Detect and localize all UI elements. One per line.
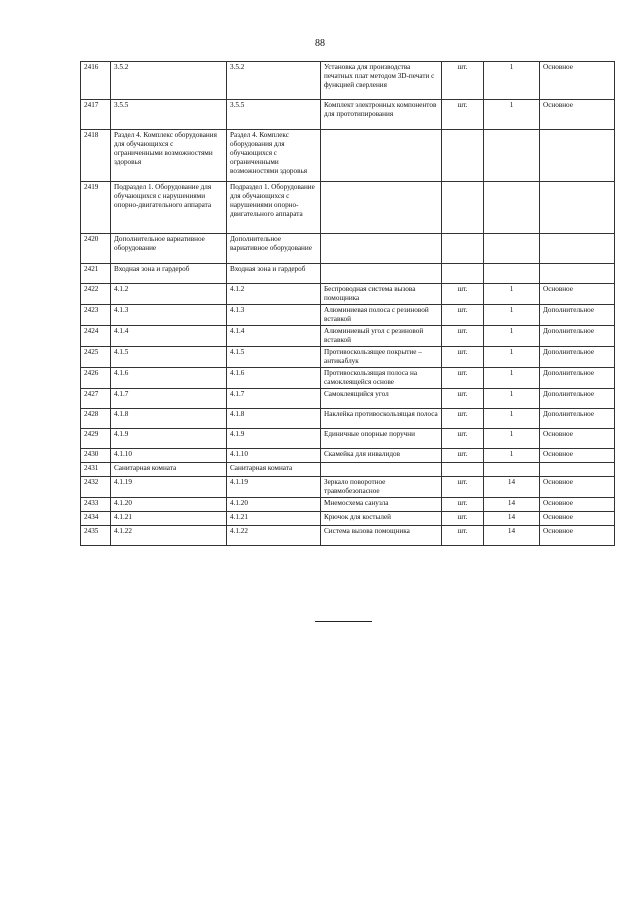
row-number-cell: 2428 [81, 409, 111, 429]
row-number-cell: 2425 [81, 347, 111, 368]
quantity-cell [484, 463, 540, 477]
code-repeat-cell: Дополнительное вариативное оборудование [227, 234, 321, 264]
unit-cell: шт. [442, 368, 484, 389]
unit-cell: шт. [442, 429, 484, 449]
table-row [81, 326, 615, 347]
code-repeat-cell: 4.1.8 [227, 409, 321, 429]
code-cell: 4.1.9 [111, 429, 227, 449]
item-name-cell: Зеркало поворотное травмобезопасное [321, 477, 442, 498]
quantity-cell: 14 [484, 512, 540, 526]
unit-cell [442, 463, 484, 477]
equipment-table [80, 61, 615, 546]
unit-cell: шт. [442, 305, 484, 326]
quantity-cell: 1 [484, 305, 540, 326]
item-name-cell [321, 234, 442, 264]
quantity-cell [484, 182, 540, 234]
equipment-type-cell: Основное [540, 498, 615, 512]
equipment-type-cell [540, 264, 615, 284]
table-body [81, 62, 615, 546]
table-row [81, 62, 615, 100]
equipment-type-cell [540, 234, 615, 264]
unit-cell: шт. [442, 409, 484, 429]
unit-cell: шт. [442, 512, 484, 526]
row-number-cell: 2429 [81, 429, 111, 449]
unit-cell: шт. [442, 389, 484, 409]
quantity-cell: 14 [484, 477, 540, 498]
quantity-cell: 1 [484, 368, 540, 389]
table-row [81, 512, 615, 526]
code-cell: 4.1.8 [111, 409, 227, 429]
unit-cell [442, 182, 484, 234]
equipment-type-cell: Основное [540, 526, 615, 546]
item-name-cell: Противоскользящая полоса на самоклеящейся основе [321, 368, 442, 389]
equipment-type-cell: Основное [540, 284, 615, 305]
unit-cell: шт. [442, 526, 484, 546]
equipment-type-cell: Дополнительное [540, 368, 615, 389]
quantity-cell: 1 [484, 429, 540, 449]
equipment-type-cell: Дополнительное [540, 347, 615, 368]
row-number-cell: 2421 [81, 264, 111, 284]
item-name-cell: Скамейка для инвалидов [321, 449, 442, 463]
equipment-type-cell: Основное [540, 100, 615, 130]
item-name-cell: Наклейка противоскользящая полоса [321, 409, 442, 429]
table-row [81, 182, 615, 234]
equipment-type-cell [540, 182, 615, 234]
code-cell: Входная зона и гардероб [111, 264, 227, 284]
row-number-cell: 2416 [81, 62, 111, 100]
equipment-type-cell: Дополнительное [540, 305, 615, 326]
unit-cell: шт. [442, 62, 484, 100]
quantity-cell: 14 [484, 498, 540, 512]
item-name-cell [321, 264, 442, 284]
code-repeat-cell: 4.1.2 [227, 284, 321, 305]
code-repeat-cell: 3.5.2 [227, 62, 321, 100]
table-row [81, 234, 615, 264]
code-repeat-cell: Раздел 4. Комплекс оборудования для обучающихся с ограниченными возможностями здоровья [227, 130, 321, 182]
unit-cell: шт. [442, 347, 484, 368]
code-repeat-cell: 4.1.19 [227, 477, 321, 498]
item-name-cell: Единичные опорные поручни [321, 429, 442, 449]
code-cell: 4.1.10 [111, 449, 227, 463]
table-row [81, 409, 615, 429]
code-repeat-cell: 4.1.21 [227, 512, 321, 526]
table-row [81, 449, 615, 463]
table-row [81, 526, 615, 546]
quantity-cell [484, 234, 540, 264]
code-repeat-cell: 4.1.4 [227, 326, 321, 347]
code-cell: 3.5.2 [111, 62, 227, 100]
code-repeat-cell: 4.1.6 [227, 368, 321, 389]
equipment-type-cell: Основное [540, 449, 615, 463]
quantity-cell: 1 [484, 409, 540, 429]
item-name-cell: Система вызова помощника [321, 526, 442, 546]
item-name-cell: Крючок для костылей [321, 512, 442, 526]
quantity-cell: 1 [484, 326, 540, 347]
equipment-type-cell [540, 130, 615, 182]
code-cell: Раздел 4. Комплекс оборудования для обучающихся с ограниченными возможностями здоровья [111, 130, 227, 182]
equipment-type-cell: Основное [540, 512, 615, 526]
code-cell: 4.1.7 [111, 389, 227, 409]
quantity-cell: 1 [484, 347, 540, 368]
quantity-cell: 1 [484, 62, 540, 100]
table-row [81, 389, 615, 409]
code-repeat-cell: 4.1.10 [227, 449, 321, 463]
equipment-type-cell: Основное [540, 429, 615, 449]
code-repeat-cell: 4.1.7 [227, 389, 321, 409]
code-cell: Санитарная комната [111, 463, 227, 477]
unit-cell: шт. [442, 100, 484, 130]
unit-cell: шт. [442, 498, 484, 512]
code-cell: 3.5.5 [111, 100, 227, 130]
page-number: 88 [315, 38, 325, 49]
code-cell: 4.1.5 [111, 347, 227, 368]
table-row [81, 130, 615, 182]
item-name-cell: Самоклеящийся угол [321, 389, 442, 409]
item-name-cell: Алюминиевая полоса с резиновой вставкой [321, 305, 442, 326]
table-row [81, 100, 615, 130]
equipment-type-cell: Дополнительное [540, 326, 615, 347]
item-name-cell: Беспроводная система вызова помощника [321, 284, 442, 305]
code-repeat-cell: Санитарная комната [227, 463, 321, 477]
code-cell: 4.1.20 [111, 498, 227, 512]
item-name-cell [321, 130, 442, 182]
unit-cell [442, 234, 484, 264]
unit-cell: шт. [442, 449, 484, 463]
row-number-cell: 2435 [81, 526, 111, 546]
row-number-cell: 2422 [81, 284, 111, 305]
table-row [81, 429, 615, 449]
equipment-type-cell [540, 463, 615, 477]
code-cell: 4.1.3 [111, 305, 227, 326]
code-repeat-cell: 4.1.3 [227, 305, 321, 326]
table-row [81, 368, 615, 389]
code-cell: Дополнительное вариативное оборудование [111, 234, 227, 264]
unit-cell: шт. [442, 477, 484, 498]
row-number-cell: 2431 [81, 463, 111, 477]
row-number-cell: 2419 [81, 182, 111, 234]
unit-cell [442, 130, 484, 182]
row-number-cell: 2424 [81, 326, 111, 347]
code-repeat-cell: 4.1.5 [227, 347, 321, 368]
row-number-cell: 2417 [81, 100, 111, 130]
item-name-cell: Установка для производства печатных плат методом 3D-печати с функцией сверления [321, 62, 442, 100]
code-cell: 4.1.6 [111, 368, 227, 389]
code-cell: 4.1.21 [111, 512, 227, 526]
code-repeat-cell: 4.1.20 [227, 498, 321, 512]
table-row [81, 463, 615, 477]
row-number-cell: 2432 [81, 477, 111, 498]
table-row [81, 347, 615, 368]
code-cell: 4.1.4 [111, 326, 227, 347]
table-row [81, 477, 615, 498]
code-repeat-cell: Входная зона и гардероб [227, 264, 321, 284]
table-row [81, 498, 615, 512]
unit-cell [442, 264, 484, 284]
code-cell: Подраздел 1. Оборудование для обучающихся с нарушениями опорно-двигательного аппарата [111, 182, 227, 234]
code-repeat-cell: 4.1.9 [227, 429, 321, 449]
unit-cell: шт. [442, 326, 484, 347]
equipment-type-cell: Основное [540, 62, 615, 100]
code-repeat-cell: Подраздел 1. Оборудование для обучающихся с нарушениями опорно-двигательного аппарата [227, 182, 321, 234]
table-row [81, 305, 615, 326]
equipment-type-cell: Основное [540, 477, 615, 498]
item-name-cell: Комплект электронных компонентов для прототипирования [321, 100, 442, 130]
row-number-cell: 2430 [81, 449, 111, 463]
quantity-cell [484, 130, 540, 182]
end-separator-line [315, 621, 372, 622]
quantity-cell: 1 [484, 100, 540, 130]
item-name-cell: Алюминиевый угол с резиновой вставкой [321, 326, 442, 347]
code-repeat-cell: 3.5.5 [227, 100, 321, 130]
quantity-cell: 1 [484, 284, 540, 305]
row-number-cell: 2418 [81, 130, 111, 182]
unit-cell: шт. [442, 284, 484, 305]
row-number-cell: 2423 [81, 305, 111, 326]
item-name-cell [321, 463, 442, 477]
item-name-cell: Мнемосхема санузла [321, 498, 442, 512]
row-number-cell: 2426 [81, 368, 111, 389]
code-cell: 4.1.19 [111, 477, 227, 498]
equipment-type-cell: Дополнительное [540, 389, 615, 409]
code-repeat-cell: 4.1.22 [227, 526, 321, 546]
row-number-cell: 2427 [81, 389, 111, 409]
code-cell: 4.1.2 [111, 284, 227, 305]
row-number-cell: 2433 [81, 498, 111, 512]
item-name-cell [321, 182, 442, 234]
row-number-cell: 2434 [81, 512, 111, 526]
item-name-cell: Противоскользящее покрытие – антикаблук [321, 347, 442, 368]
quantity-cell: 1 [484, 389, 540, 409]
row-number-cell: 2420 [81, 234, 111, 264]
quantity-cell: 1 [484, 449, 540, 463]
quantity-cell: 14 [484, 526, 540, 546]
quantity-cell [484, 264, 540, 284]
equipment-type-cell: Дополнительное [540, 409, 615, 429]
code-cell: 4.1.22 [111, 526, 227, 546]
table-row [81, 284, 615, 305]
table-row [81, 264, 615, 284]
